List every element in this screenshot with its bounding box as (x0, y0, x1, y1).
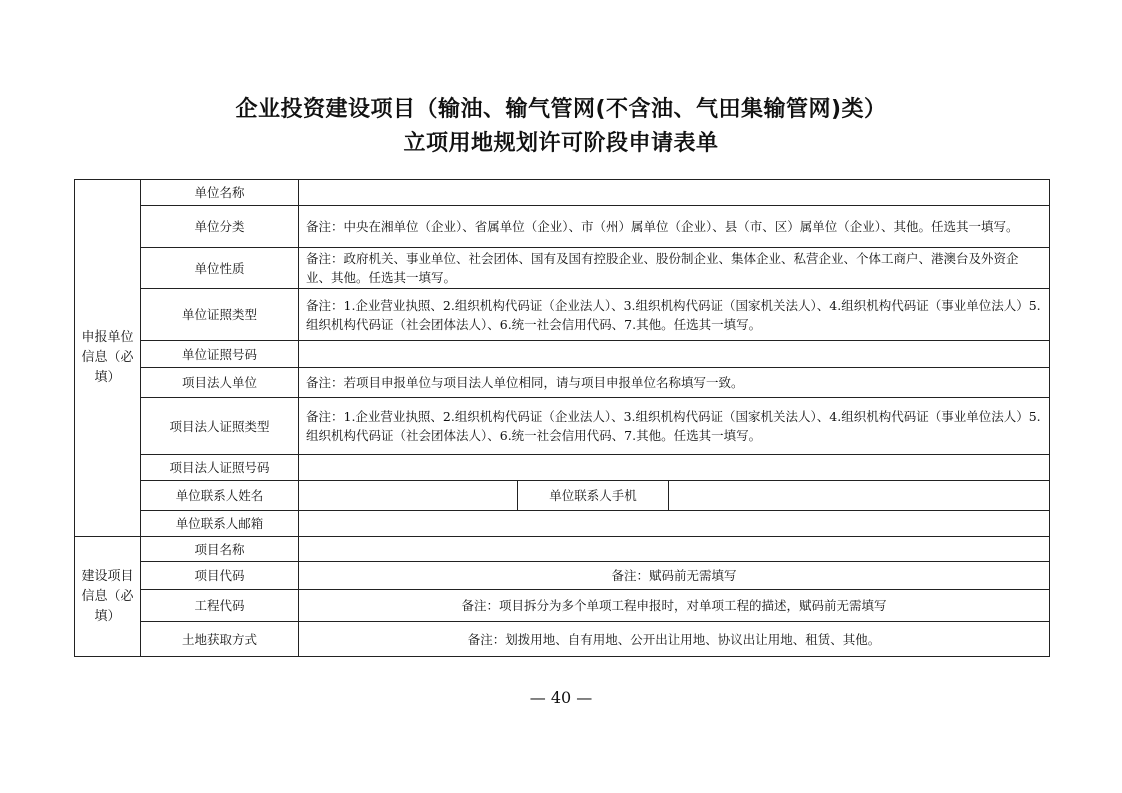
field-value-unit-license-number[interactable] (299, 341, 1050, 368)
field-value-land-acquisition[interactable]: 备注：划拨用地、自有用地、公开出让用地、协议出让用地、租赁、其他。 (299, 622, 1050, 657)
table-row (75, 562, 1050, 590)
table-row (75, 590, 1050, 622)
field-label-engineering-code: 工程代码 (141, 590, 299, 622)
table-row (75, 341, 1050, 368)
table-row (75, 206, 1050, 248)
field-value-legal-license-type[interactable]: 备注：1.企业营业执照、2.组织机构代码证（企业法人）、3.组织机构代码证（国家机关法人）、4.组织机构代码证（事业单位法人）5.组织机构代码证（社会团体法人）、6.统一社会信用代码、7.其他。任选其一填写。 (299, 398, 1050, 455)
field-value-unit-license-type[interactable]: 备注：1.企业营业执照、2.组织机构代码证（企业法人）、3.组织机构代码证（国家机关法人）、4.组织机构代码证（事业单位法人）5.组织机构代码证（社会团体法人）、6.统一社会信用代码、7.其他。任选其一填写。 (299, 289, 1050, 341)
table-row (75, 368, 1050, 398)
table-row (75, 289, 1050, 341)
field-value-legal-license-number[interactable] (299, 455, 1050, 481)
section-applicant-info: 申报单位信息（必填） (75, 180, 141, 537)
table-row (75, 537, 1050, 562)
field-value-legal-entity[interactable]: 备注：若项目申报单位与项目法人单位相同，请与项目申报单位名称填写一致。 (299, 368, 1050, 398)
field-label-unit-category: 单位分类 (141, 206, 299, 248)
field-label-unit-license-type: 单位证照类型 (141, 289, 299, 341)
page-number: — 40 — (529, 688, 593, 707)
field-label-unit-name: 单位名称 (141, 180, 299, 206)
table-row (75, 622, 1050, 657)
table-row (75, 511, 1050, 537)
field-label-land-acquisition: 土地获取方式 (141, 622, 299, 657)
field-value-unit-nature[interactable]: 备注：政府机关、事业单位、社会团体、国有及国有控股企业、股份制企业、集体企业、私营企业、个体工商户、港澳台及外资企业、其他。任选其一填写。 (299, 248, 1050, 289)
section-project-info: 建设项目信息（必填） (75, 537, 141, 657)
table-row (75, 398, 1050, 455)
table-row (75, 180, 1050, 206)
field-label-contact-email: 单位联系人邮箱 (141, 511, 299, 537)
field-label-legal-license-type: 项目法人证照类型 (141, 398, 299, 455)
field-label-contact-phone: 单位联系人手机 (518, 481, 669, 511)
field-value-contact-email[interactable] (299, 511, 1050, 537)
field-label-contact-name: 单位联系人姓名 (141, 481, 299, 511)
field-value-contact-phone[interactable] (669, 481, 1050, 511)
field-value-project-code[interactable]: 备注：赋码前无需填写 (299, 562, 1050, 590)
field-value-unit-category[interactable]: 备注：中央在湘单位（企业）、省属单位（企业）、市（州）属单位（企业）、县（市、区）属单位（企业）、其他。任选其一填写。 (299, 206, 1050, 248)
table-row (75, 248, 1050, 289)
field-label-project-name: 项目名称 (141, 537, 299, 562)
field-label-project-code: 项目代码 (141, 562, 299, 590)
table-row (75, 455, 1050, 481)
field-value-engineering-code[interactable]: 备注：项目拆分为多个单项工程申报时，对单项工程的描述，赋码前无需填写 (299, 590, 1050, 622)
field-value-contact-name[interactable] (299, 481, 518, 511)
field-label-unit-license-number: 单位证照号码 (141, 341, 299, 368)
form-title-line1: 企业投资建设项目（输油、输气管网(不含油、气田集输管网)类） (235, 97, 887, 122)
field-label-legal-entity: 项目法人单位 (141, 368, 299, 398)
table-row (75, 481, 1050, 511)
form-title-line2: 立项用地规划许可阶段申请表单 (403, 131, 719, 156)
field-label-unit-nature: 单位性质 (141, 248, 299, 289)
field-value-project-name[interactable] (299, 537, 1050, 562)
application-form-table (74, 179, 1050, 657)
field-label-legal-license-number: 项目法人证照号码 (141, 455, 299, 481)
field-value-unit-name[interactable] (299, 180, 1050, 206)
